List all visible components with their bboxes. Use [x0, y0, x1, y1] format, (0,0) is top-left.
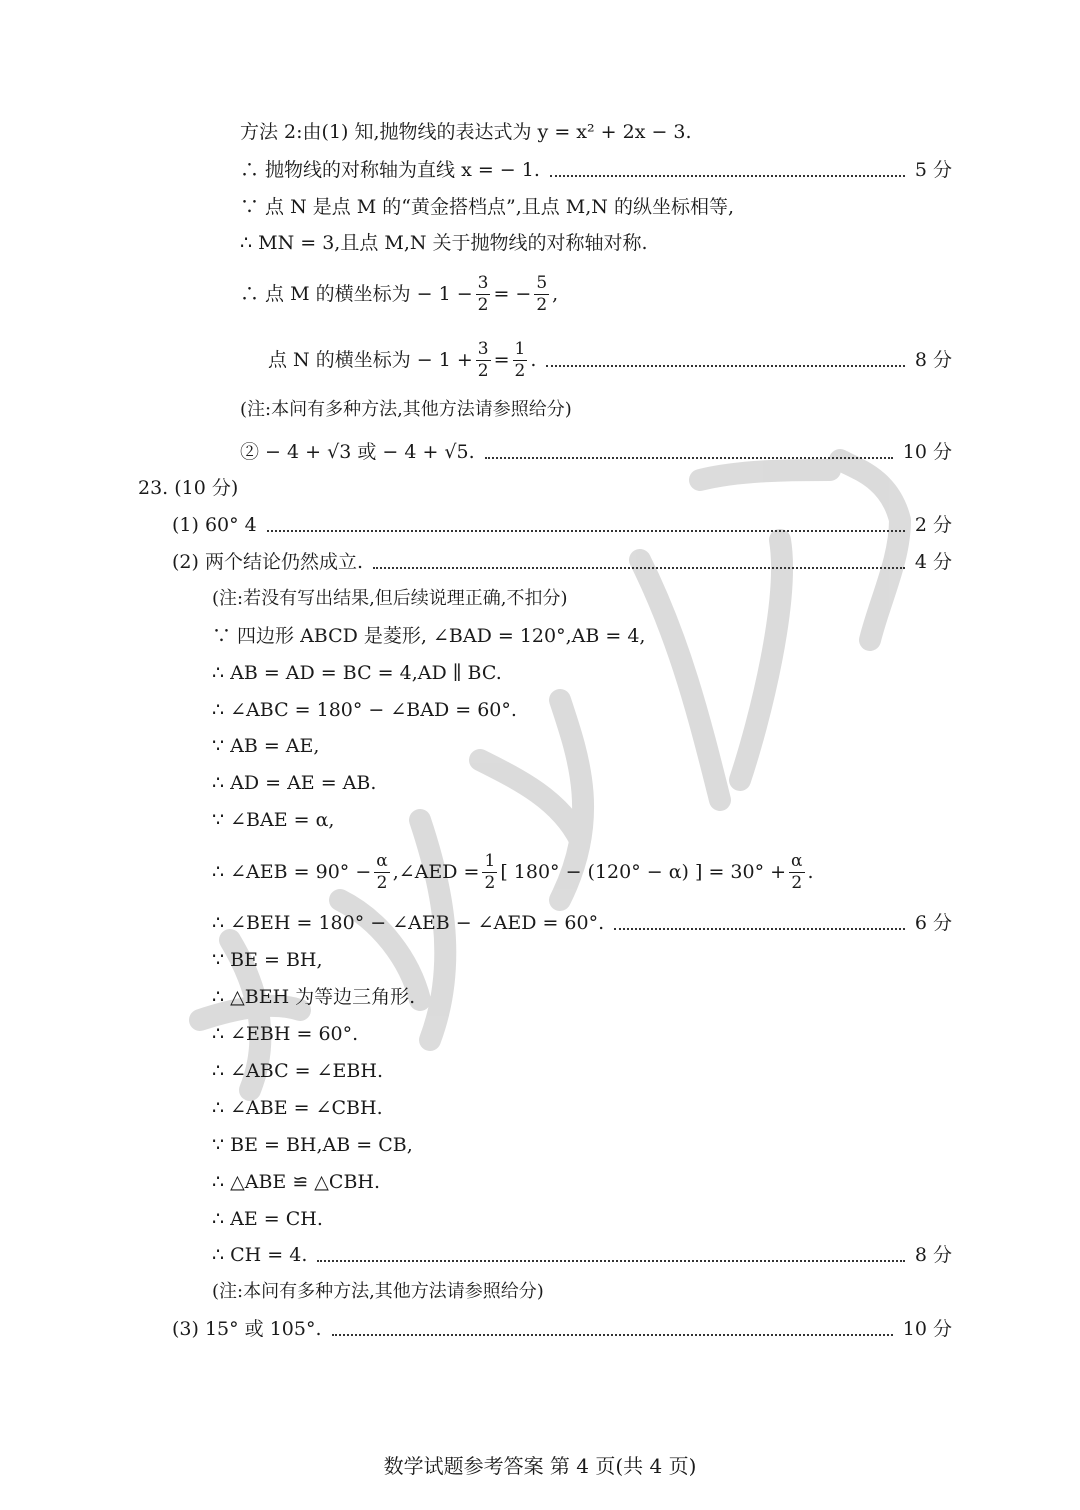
fraction: [534, 272, 549, 315]
line-text: ∵ AB = AE,: [212, 735, 320, 757]
proof-line: [212, 621, 645, 651]
fraction-numerator: 3: [477, 338, 489, 359]
line-text: 方法 2:由(1) 知,抛物线的表达式为 y = x² + 2x − 3.: [240, 121, 692, 143]
line-text: ∴ AD = AE = AB.: [212, 772, 377, 794]
line-axis: [240, 155, 952, 185]
line-text: ,∠AED =: [392, 861, 480, 883]
line-part2-answer: [240, 437, 952, 467]
proof-line: [212, 1093, 383, 1123]
line-text: ,: [552, 283, 559, 305]
line-text: ∴ ∠EBH = 60°.: [212, 1023, 359, 1045]
fraction: [513, 338, 528, 381]
fraction-denominator: 2: [477, 360, 489, 381]
proof-line: [212, 805, 334, 835]
fraction-numerator: α: [376, 850, 388, 871]
line-text: ∴ ∠ABC = ∠EBH.: [212, 1060, 383, 1082]
fraction-denominator: 2: [477, 294, 489, 315]
line-n-abscissa: [268, 329, 952, 391]
score-value: 5 分: [914, 159, 952, 181]
proof-line: [212, 731, 319, 761]
line-text: ∴ ∠ABE = ∠CBH.: [212, 1097, 383, 1119]
line-text: ∵ BE = BH,: [212, 949, 323, 971]
line-text: ∵ 点 N 是点 M 的“黄金搭档点”,且点 M,N 的纵坐标相等,: [240, 196, 734, 218]
line-text: .: [807, 861, 814, 883]
line-mn: [240, 228, 648, 258]
line-text: ∴ MN = 3,且点 M,N 关于抛物线的对称轴对称.: [240, 232, 648, 254]
line-text: =: [493, 349, 510, 371]
score-value: 4 分: [914, 551, 952, 573]
question-header: [138, 473, 238, 503]
score-leader: [373, 567, 905, 569]
fraction: [482, 850, 497, 893]
score-value: 8 分: [914, 1244, 952, 1266]
line-text: ② − 4 + √3 或 − 4 + √5.: [240, 441, 475, 463]
line-text: ∴ △BEH 为等边三角形.: [212, 986, 416, 1008]
line-text: ∴ AE = CH.: [212, 1208, 323, 1230]
line-q23-part3: [172, 1314, 952, 1344]
note-line: [240, 395, 572, 425]
proof-line: [212, 1056, 383, 1086]
score-value: 6 分: [914, 912, 952, 934]
line-text: ∵ 四边形 ABCD 是菱形, ∠BAD = 120°,AB = 4,: [212, 625, 646, 647]
proof-line-scored: [212, 908, 952, 938]
line-text: (注:本问有多种方法,其他方法请参照给分): [240, 399, 572, 420]
fraction-denominator: 2: [791, 872, 803, 893]
proof-line: [212, 1019, 358, 1049]
line-text: (3) 15° 或 105°.: [172, 1318, 322, 1340]
fraction-numerator: 3: [477, 272, 489, 293]
line-method2: [240, 117, 692, 147]
score-leader: [332, 1334, 893, 1336]
line-text: ∴ ∠ABC = 180° − ∠BAD = 60°.: [212, 699, 517, 721]
fraction: [789, 850, 804, 893]
score-leader: [546, 365, 904, 367]
fraction-numerator: 5: [536, 272, 548, 293]
line-m-abscissa: [240, 263, 558, 325]
score-leader: [485, 457, 893, 459]
fraction-numerator: α: [791, 850, 803, 871]
line-text: 点 N 的横坐标为 − 1 +: [268, 349, 473, 371]
line-text: (注:若没有写出结果,但后续说理正确,不扣分): [212, 588, 568, 609]
proof-line: [212, 658, 502, 688]
line-text: (2) 两个结论仍然成立.: [172, 551, 363, 573]
line-q23-part2: [172, 547, 952, 577]
score-value: 10 分: [902, 1318, 952, 1340]
line-text: ∴ CH = 4.: [212, 1244, 308, 1266]
fraction: [476, 338, 491, 381]
fraction-denominator: 2: [376, 872, 388, 893]
score-leader: [550, 175, 905, 177]
line-text: = −: [493, 283, 532, 305]
score-value: 8 分: [914, 349, 952, 371]
proof-line: [212, 695, 517, 725]
line-text: ∴ ∠BEH = 180° − ∠AEB − ∠AED = 60°.: [212, 912, 605, 934]
fraction: [374, 850, 389, 893]
note-line: [212, 584, 568, 614]
line-text: ∴ AB = AD = BC = 4,AD ∥ BC.: [212, 662, 502, 684]
line-text: [ 180° − (120° − α) ] = 30° +: [500, 861, 787, 883]
line-text: 23. (10 分): [138, 477, 239, 499]
proof-line: [212, 1130, 413, 1160]
line-text: ∴ 点 M 的横坐标为 − 1 −: [240, 283, 473, 305]
proof-line: [212, 1204, 323, 1234]
fraction-denominator: 2: [536, 294, 548, 315]
score-value: 2 分: [914, 514, 952, 536]
proof-line: [212, 982, 415, 1012]
fraction-numerator: 1: [514, 338, 526, 359]
line-text: (注:本问有多种方法,其他方法请参照给分): [212, 1281, 544, 1302]
note-line: [212, 1277, 544, 1307]
fraction: [476, 272, 491, 315]
proof-line: [212, 768, 376, 798]
score-leader: [614, 928, 905, 930]
proof-line-scored: [212, 1240, 952, 1270]
page-footer: 数学试题参考答案 第 4 页(共 4 页): [383, 1454, 697, 1478]
proof-line: [212, 945, 323, 975]
line-q23-part1: [172, 510, 952, 540]
line-golden-partner: [240, 192, 734, 222]
proof-line: [212, 1167, 380, 1197]
line-text: ∵ BE = BH,AB = CB,: [212, 1134, 413, 1156]
line-text: .: [530, 349, 537, 371]
line-text: ∴ 抛物线的对称轴为直线 x = − 1.: [240, 159, 540, 181]
line-text: ∴ △ABE ≌ △CBH.: [212, 1171, 381, 1193]
score-leader: [267, 530, 905, 532]
fraction-denominator: 2: [484, 872, 496, 893]
line-text: ∴ ∠AEB = 90° −: [212, 861, 372, 883]
score-value: 10 分: [902, 441, 952, 463]
fraction-denominator: 2: [514, 360, 526, 381]
proof-line-fractions: [212, 841, 814, 903]
fraction-numerator: 1: [484, 850, 496, 871]
line-text: (1) 60° 4: [172, 514, 257, 536]
score-leader: [317, 1260, 904, 1262]
line-text: ∵ ∠BAE = α,: [212, 809, 335, 831]
